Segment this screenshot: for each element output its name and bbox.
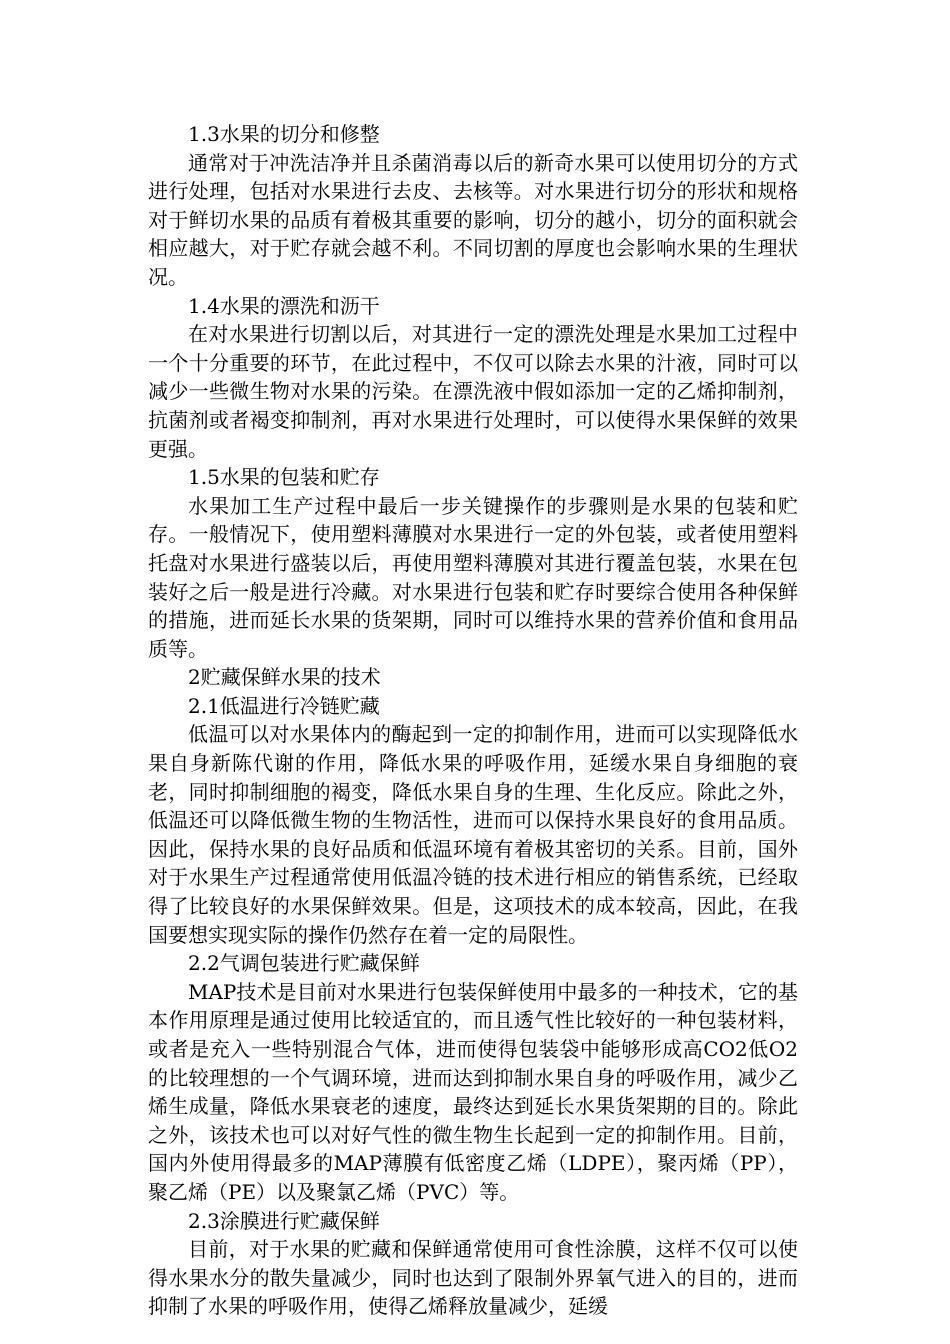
section-heading-1-5: 1.5水果的包装和贮存 bbox=[188, 465, 380, 490]
section-heading-2-2: 2.2气调包装进行贮藏保鲜 bbox=[188, 951, 420, 976]
section-heading-2-1: 2.1低温进行冷链贮藏 bbox=[188, 693, 380, 718]
paragraph: 在对水果进行切割以后，对其进行一定的漂洗处理是水果加工过程中一个十分重要的环节，在此过程中，不仅可以除去水果的汁液，同时可以减少一些微生物对水果的污染。在漂洗液中假如添加一定的乙烯抑制剂，抗菌剂或者褐变抑制剂，再对水果进行处理时，可以使得水果保鲜的效果更强。 bbox=[148, 322, 798, 461]
paragraph: 目前，对于水果的贮藏和保鲜通常使用可食性涂膜，这样不仅可以使得水果水分的散失量减少，同时也达到了限制外界氧气进入的目的，进而抑制了水果的呼吸作用，使得乙烯释放量减少，延缓 bbox=[148, 1237, 798, 1319]
section-heading-2-3: 2.3涂膜进行贮藏保鲜 bbox=[188, 1208, 380, 1233]
paragraph: MAP技术是目前对水果进行包装保鲜使用中最多的一种技术，它的基本作用原理是通过使用比较适宜的，而且透气性比较好的一种包装材料，或者是充入一些特别混合气体，进而使得包装袋中能够形成高CO2低O2的比较理想的一个气调环境，进而达到抑制水果自身的呼吸作用，减少乙烯生成量，降低水果衰老的速度，最终达到延长水果货架期的目的。除此之外，该技术也可以对好气性的微生物生长起到一定的抑制作用。目前，国内外使用得最多的MAP薄膜有低密度乙烯（LDPE），聚丙烯（PP），聚乙烯（PE）以及聚氯乙烯（PVC）等。 bbox=[148, 979, 798, 1204]
section-heading-2: 2贮藏保鲜水果的技术 bbox=[188, 665, 381, 690]
paragraph: 通常对于冲洗洁净并且杀菌消毒以后的新奇水果可以使用切分的方式进行处理，包括对水果进行去皮、去核等。对水果进行切分的形状和规格对于鲜切水果的品质有着极其重要的影响，切分的越小，切分的面积就会相应越大，对于贮存就会越不利。不同切割的厚度也会影响水果的生理状况。 bbox=[148, 150, 798, 289]
paragraph: 低温可以对水果体内的酶起到一定的抑制作用，进而可以实现降低水果自身新陈代谢的作用，降低水果的呼吸作用，延缓水果自身细胞的衰老，同时抑制细胞的褐变，降低水果自身的生理、生化反应。除此之外，低温还可以降低微生物的生物活性，进而可以保持水果良好的食用品质。因此，保持水果的良好品质和低温环境有着极其密切的关系。目前，国外对于水果生产过程通常使用低温冷链的技术进行相应的销售系统，已经取得了比较良好的水果保鲜效果。但是，这项技术的成本较高，因此，在我国要想实现实际的操作仍然存在着一定的局限性。 bbox=[148, 722, 798, 947]
section-heading-1-4: 1.4水果的漂洗和沥干 bbox=[188, 293, 380, 318]
section-heading-1-3: 1.3水果的切分和修整 bbox=[188, 122, 380, 146]
document-page bbox=[148, 120, 798, 1321]
paragraph: 水果加工生产过程中最后一步关键操作的步骤则是水果的包装和贮存。一般情况下，使用塑料薄膜对水果进行一定的外包装，或者使用塑料托盘对水果进行盛装以后，再使用塑料薄膜对其进行覆盖包装，水果在包装好之后一般是进行冷藏。对水果进行包装和贮存时要综合使用各种保鲜的措施，进而延长水果的货架期，同时可以维持水果的营养价值和食用品质等。 bbox=[148, 493, 798, 661]
